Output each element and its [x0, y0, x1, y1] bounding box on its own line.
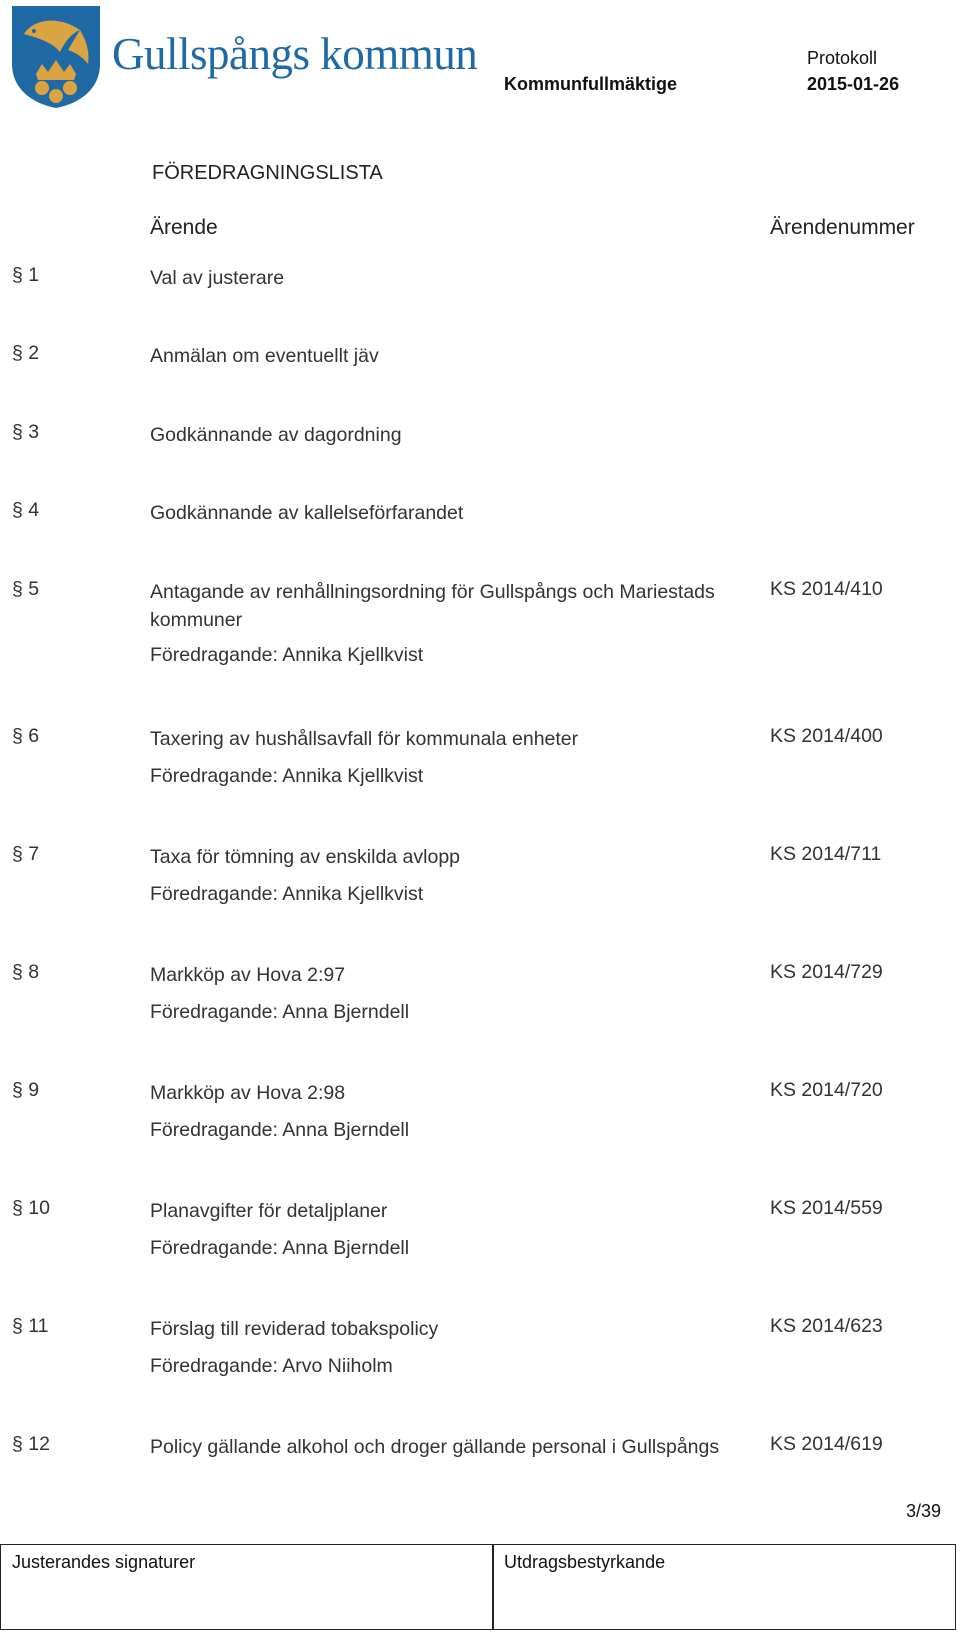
item-title: Taxa för tömning av enskilda avlopp	[150, 846, 461, 868]
item-title: Taxering av hushållsavfall för kommunala enheter	[150, 728, 579, 750]
agenda-title: FÖREDRAGNINGSLISTA	[152, 162, 383, 184]
item-number: § 3	[12, 421, 40, 443]
meeting-date: 2015-01-26	[807, 74, 900, 94]
item-case-number: KS 2014/729	[770, 961, 883, 983]
item-number: § 11	[12, 1315, 49, 1337]
item-title: Val av justerare	[150, 267, 285, 289]
column-header-case-number: Ärendenummer	[770, 216, 915, 239]
item-presenter: Föredragande: Anna Bjerndell	[150, 1001, 410, 1023]
item-title: Godkännande av dagordning	[150, 424, 402, 446]
item-title: Godkännande av kallelseförfarandet	[150, 502, 464, 524]
signature-box-divider	[492, 1544, 494, 1630]
item-case-number: KS 2014/623	[770, 1315, 883, 1337]
item-title: Anmälan om eventuellt jäv	[150, 345, 379, 367]
item-presenter: Föredragande: Annika Kjellkvist	[150, 644, 424, 666]
item-number: § 2	[12, 342, 40, 364]
column-header-matter: Ärende	[150, 216, 218, 239]
item-title: Policy gällande alkohol och droger gällande personal i Gullspångs	[150, 1436, 720, 1458]
item-title: Markköp av Hova 2:97	[150, 964, 346, 986]
item-number: § 1	[12, 264, 40, 286]
extract-certification-label: Utdragsbestyrkande	[504, 1552, 666, 1572]
item-title: Markköp av Hova 2:98	[150, 1082, 346, 1104]
item-presenter: Föredragande: Annika Kjellkvist	[150, 883, 424, 905]
item-number: § 6	[12, 725, 40, 747]
item-number: § 10	[12, 1197, 50, 1219]
item-case-number: KS 2014/410	[770, 578, 883, 600]
item-presenter: Föredragande: Anna Bjerndell	[150, 1237, 410, 1259]
municipal-coat-of-arms-logo	[10, 4, 102, 110]
item-number: § 9	[12, 1079, 40, 1101]
item-case-number: KS 2014/559	[770, 1197, 883, 1219]
item-number: § 4	[12, 499, 40, 521]
item-presenter: Föredragande: Annika Kjellkvist	[150, 765, 424, 787]
item-number: § 12	[12, 1433, 50, 1455]
item-number: § 8	[12, 961, 40, 983]
item-case-number: KS 2014/720	[770, 1079, 883, 1101]
item-number: § 5	[12, 578, 40, 600]
adjuster-signatures-label: Justerandes signaturer	[12, 1552, 196, 1572]
item-number: § 7	[12, 843, 40, 865]
item-title: Antagande av renhållningsordning för Gullspångs och Mariestads kommuner	[150, 581, 715, 631]
item-presenter: Föredragande: Arvo Niiholm	[150, 1355, 393, 1377]
item-presenter: Föredragande: Anna Bjerndell	[150, 1119, 410, 1141]
item-case-number: KS 2014/711	[770, 843, 882, 865]
item-case-number: KS 2014/619	[770, 1433, 883, 1455]
page-number: 3/39	[906, 1501, 942, 1521]
item-case-number: KS 2014/400	[770, 725, 883, 747]
document-type: Protokoll	[807, 48, 878, 68]
item-title: Förslag till reviderad tobakspolicy	[150, 1318, 439, 1340]
meeting-name: Kommunfullmäktige	[504, 74, 678, 94]
item-title: Planavgifter för detaljplaner	[150, 1200, 388, 1222]
municipality-name-logotype: Gullspångs kommun	[112, 29, 478, 79]
